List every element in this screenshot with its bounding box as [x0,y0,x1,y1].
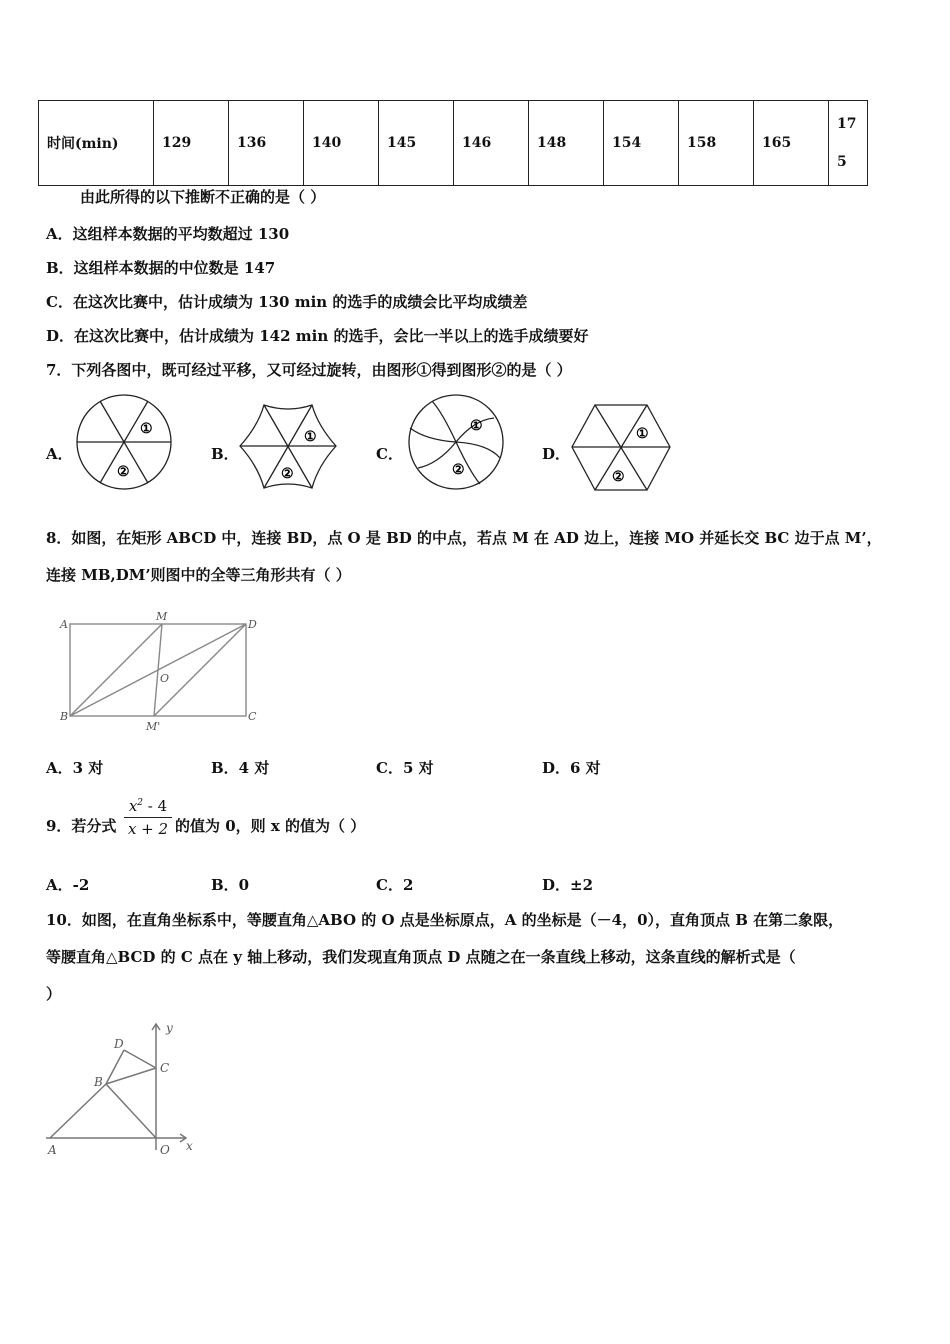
time-table [38,100,868,186]
q8-option-b: B．4 对 [211,759,270,777]
q10-stem-line1: 10．如图，在直角坐标系中，等腰直角△ABO 的 O 点是坐标原点，A 的坐标是（－4，0），直角顶点 B 在第二象限， [46,911,844,929]
q10-stem-line3: ） [46,985,62,1003]
q9-numerator: $x^2 - 4$ [124,792,172,818]
label-c: C [160,1061,170,1075]
label-m: M [156,610,168,623]
mark-1: ① [636,426,649,442]
mark-2: ② [612,469,625,485]
q9-option-b: B．0 [211,876,250,894]
q10-coordinate-figure [44,1020,204,1160]
q7-stem: 7．下列各图中，既可经过平移，又可经过旋转，由图形①得到图形②的是（ ） [46,361,572,379]
mark-2: ② [281,466,294,482]
q6-option-c: C．在这次比赛中，估计成绩为 130 min 的选手的成绩会比平均成绩差 [46,293,528,311]
q9-denominator: x + 2 [127,820,169,838]
q6-stem: 由此所得的以下推断不正确的是（ ） [80,188,326,206]
table-cell: 145 [379,101,454,186]
table-cell-last-bottom: 5 [837,154,847,170]
q8-option-d: D．6 对 [542,759,601,777]
label-a: A [60,618,68,631]
q6-option-d: D．在这次比赛中，估计成绩为 142 min 的选手，会比一半以上的选手成绩要好 [46,327,589,345]
label-x: x [186,1139,193,1153]
mark-1: ① [140,421,153,437]
q8-stem-line1: 8．如图，在矩形 ABCD 中，连接 BD，点 O 是 BD 的中点，若点 M 在 AD 边上，连接 MO 并延长交 BC 边于点 M’， [46,529,882,547]
label-a: A [48,1143,57,1157]
q8-option-a: A．3 对 [46,759,104,777]
mark-2: ② [117,464,130,480]
q7-label-d: D． [542,445,571,463]
q7-figure-d [570,402,672,492]
q8-rectangle-figure [58,610,268,734]
q10-stem-line2: 等腰直角△BCD 的 C 点在 y 轴上移动，我们发现直角顶点 D 点随之在一条直线上移动，这条直线的解析式是（ [46,948,796,966]
table-cell: 140 [304,101,379,186]
label-b: B [60,710,69,723]
label-c: C [248,710,257,723]
q9-fraction [124,792,172,840]
mark-1: ① [304,429,317,445]
table-cell: 165 [754,101,829,186]
table-cell: 129 [154,101,229,186]
q7-label-c: C． [376,445,403,463]
q6-option-b: B．这组样本数据的中位数是 147 [46,259,276,277]
table-cell: 136 [229,101,304,186]
label-b: B [94,1075,103,1089]
table-cell: 158 [679,101,754,186]
q7-label-b: B． [211,445,239,463]
mark-1: ① [470,418,483,434]
q7-figure-a [74,392,174,492]
q7-figure-c [404,392,508,492]
q6-option-a: A．这组样本数据的平均数超过 130 [46,225,290,243]
table-row [39,101,868,186]
table-header-cell: 时间(min) [39,101,154,186]
q8-stem-line2: 连接 MB,DM’则图中的全等三角形共有（ ） [46,566,351,584]
q9-option-c: C．2 [376,876,414,894]
table-cell-last-top: 17 [837,116,857,132]
q9-option-a: A．-2 [46,876,90,894]
table-cell-last [829,101,868,186]
q9-suffix: 的值为 0，则 x 的值为（ ） [175,817,366,835]
table-cell: 148 [529,101,604,186]
label-o: O [160,1143,170,1157]
q9-prefix: 9．若分式 [46,817,117,835]
q7-label-a: A． [46,445,73,463]
label-y: y [166,1021,173,1035]
label-m-prime: M' [146,720,161,733]
q9-option-d: D．±2 [542,876,594,894]
mark-2: ② [452,462,465,478]
table-cell: 146 [454,101,529,186]
q8-option-c: C．5 对 [376,759,434,777]
table-cell: 154 [604,101,679,186]
label-o: O [160,672,170,685]
label-d: D [114,1037,124,1051]
q7-figure-b [238,400,338,492]
label-d: D [248,618,257,631]
